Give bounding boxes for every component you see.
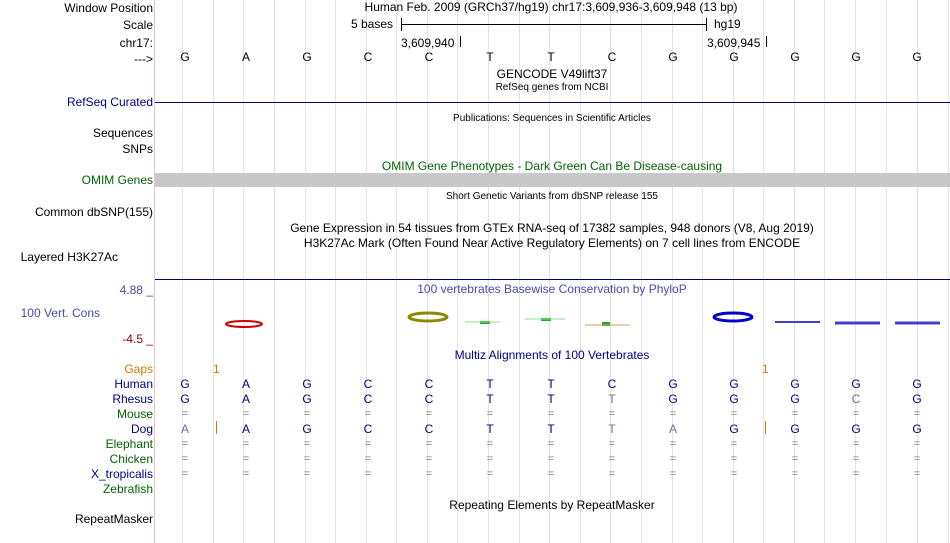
alignment-base: = xyxy=(669,468,677,480)
alignment-base: = xyxy=(547,453,555,465)
alignment-base: C xyxy=(363,377,373,391)
grid-line xyxy=(335,0,336,543)
alignment-base: = xyxy=(486,453,494,465)
alignment-base: T xyxy=(608,392,616,406)
gtex-title: Gene Expression in 54 tissues from GTEx RNA-seq of 17382 samples, 948 donors (V8, Aug 2019) xyxy=(290,221,814,235)
alignment-base: T xyxy=(486,392,494,406)
scale-bar xyxy=(401,24,706,25)
alignment-base: A xyxy=(241,422,250,436)
sequence-base: G xyxy=(790,50,800,64)
sequence-base: G xyxy=(302,50,312,64)
label-window-position: Window Position xyxy=(64,1,153,15)
alignment-base: T xyxy=(486,377,494,391)
alignment-base: = xyxy=(181,468,189,480)
alignment-base: C xyxy=(424,377,434,391)
coord-left-tick xyxy=(460,36,461,47)
label-layered-h3k27ac[interactable]: Layered H3K27Ac xyxy=(20,250,118,264)
alignment-base: = xyxy=(364,453,372,465)
sequence-base: C xyxy=(363,50,373,64)
alignment-base: G xyxy=(180,377,190,391)
alignment-base: G xyxy=(851,377,861,391)
alignment-base: = xyxy=(547,438,555,450)
sequence-base: C xyxy=(424,50,434,64)
alignment-base: = xyxy=(730,408,738,420)
label-omim-genes[interactable]: OMIM Genes xyxy=(81,173,153,187)
alignment-base: = xyxy=(425,453,433,465)
alignment-base: C xyxy=(424,422,434,436)
alignment-base: = xyxy=(547,408,555,420)
label-refseq-curated[interactable]: RefSeq Curated xyxy=(66,95,153,109)
coord-right: 3,609,945 xyxy=(707,36,761,50)
alignment-base: T xyxy=(547,422,555,436)
alignment-base: = xyxy=(791,453,799,465)
alignment-base: G xyxy=(668,377,678,391)
grid-line xyxy=(641,0,642,543)
sequence-base: G xyxy=(729,50,739,64)
phylop-logo-graphic xyxy=(155,300,950,336)
alignment-base: = xyxy=(852,408,860,420)
alignment-base: = xyxy=(486,408,494,420)
alignment-base: = xyxy=(486,438,494,450)
alignment-base: = xyxy=(425,408,433,420)
sequence-base: C xyxy=(607,50,617,64)
alignment-base: G xyxy=(302,377,312,391)
alignment-base: C xyxy=(363,392,373,406)
alignment-base: A xyxy=(241,392,250,406)
alignment-base: G xyxy=(912,392,922,406)
grid-line xyxy=(213,0,214,543)
alignment-base: = xyxy=(181,438,189,450)
alignment-base: = xyxy=(669,438,677,450)
alignment-base: = xyxy=(852,468,860,480)
alignment-base: = xyxy=(852,438,860,450)
label-phylop-min: -4.5 _ xyxy=(122,332,153,346)
alignment-base: = xyxy=(303,408,311,420)
alignment-base: G xyxy=(790,422,800,436)
multiz-title: Multiz Alignments of 100 Vertebrates xyxy=(454,348,650,362)
alignment-base: = xyxy=(669,408,677,420)
scale-db: hg19 xyxy=(714,17,741,31)
dbsnp-title: Short Genetic Variants from dbSNP release 155 xyxy=(446,191,658,202)
omim-gene-bar[interactable] xyxy=(155,173,950,187)
sequence-base: T xyxy=(486,50,494,64)
species-label[interactable]: Zebrafish xyxy=(102,482,153,496)
alignment-base: G xyxy=(729,392,739,406)
grid-line xyxy=(274,0,275,543)
alignment-base: = xyxy=(364,468,372,480)
alignment-base: = xyxy=(730,453,738,465)
sequence-base: G xyxy=(851,50,861,64)
label-phylop-max: 4.88 _ xyxy=(119,283,153,297)
alignment-base: = xyxy=(608,468,616,480)
alignment-base: = xyxy=(730,468,738,480)
coord-left: 3,609,940 xyxy=(401,36,455,50)
scale-bar-left-tick xyxy=(401,18,402,31)
sequence-base: G xyxy=(180,50,190,64)
alignment-base: C xyxy=(424,392,434,406)
alignment-base: = xyxy=(730,438,738,450)
sequence-base: G xyxy=(668,50,678,64)
alignment-base: = xyxy=(608,453,616,465)
alignment-base: = xyxy=(425,438,433,450)
species-label[interactable]: Elephant xyxy=(105,437,153,451)
alignment-base: = xyxy=(852,453,860,465)
alignment-base: C xyxy=(363,422,373,436)
species-label[interactable]: Human xyxy=(114,377,153,391)
species-label[interactable]: Chicken xyxy=(109,452,153,466)
omim-title: OMIM Gene Phenotypes - Dark Green Can Be Disease-causing xyxy=(381,159,723,173)
alignment-base: = xyxy=(242,468,250,480)
alignment-base: = xyxy=(547,468,555,480)
alignment-base: = xyxy=(303,468,311,480)
scale-bar-right-tick xyxy=(706,18,707,31)
alignment-base: T xyxy=(547,392,555,406)
alignment-base: G xyxy=(912,377,922,391)
sequence-base: A xyxy=(241,50,250,64)
coord-right-tick xyxy=(766,36,767,47)
alignment-base: G xyxy=(180,392,190,406)
species-label[interactable]: Dog xyxy=(130,422,153,436)
alignment-base: A xyxy=(668,422,677,436)
alignment-base: = xyxy=(791,468,799,480)
alignment-base: = xyxy=(608,438,616,450)
h3k27ac-title: H3K27Ac Mark (Often Found Near Active Regulatory Elements) on 7 cell lines from ENCODE xyxy=(303,236,801,250)
alignment-base: = xyxy=(608,408,616,420)
alignment-base: = xyxy=(181,408,189,420)
grid-line xyxy=(824,0,825,543)
label-sequences[interactable]: Sequences xyxy=(92,126,153,140)
alignment-base: A xyxy=(180,422,189,436)
label-gaps[interactable]: Gaps xyxy=(124,362,153,376)
repeatmasker-title: Repeating Elements by RepeatMasker xyxy=(449,498,655,512)
publications-title: Publications: Sequences in Scientific Articles xyxy=(453,113,651,124)
grid-line xyxy=(396,0,397,543)
alignment-base: = xyxy=(669,453,677,465)
alignment-base: G xyxy=(912,422,922,436)
dog-insertion-marker-2 xyxy=(765,421,766,434)
alignment-base: G xyxy=(790,377,800,391)
phylop-title: 100 vertebrates Basewise Conservation by PhyloP xyxy=(417,282,687,296)
label-repeatmasker[interactable]: RepeatMasker xyxy=(74,512,153,526)
gencode-title[interactable]: GENCODE V49lift37 xyxy=(496,67,608,81)
alignment-base: G xyxy=(668,392,678,406)
alignment-base: G xyxy=(302,392,312,406)
label-strand-arrow[interactable]: ---> xyxy=(134,52,153,66)
alignment-base: T xyxy=(486,422,494,436)
alignment-base: = xyxy=(425,468,433,480)
alignment-base: G xyxy=(302,422,312,436)
alignment-base: = xyxy=(364,408,372,420)
refseq-subtitle: RefSeq genes from NCBI xyxy=(495,82,609,93)
gap-marker-1: 1 xyxy=(213,362,220,376)
alignment-base: = xyxy=(913,453,921,465)
grid-line xyxy=(702,0,703,543)
label-common-dbsnp[interactable]: Common dbSNP(155) xyxy=(34,205,153,219)
alignment-base: G xyxy=(790,392,800,406)
alignment-base: = xyxy=(791,438,799,450)
alignment-base: C xyxy=(607,377,617,391)
grid-line xyxy=(763,0,764,543)
alignment-base: G xyxy=(729,422,739,436)
alignment-base: = xyxy=(303,453,311,465)
species-label[interactable]: Rhesus xyxy=(112,392,153,406)
grid-line xyxy=(948,0,949,543)
alignment-base: C xyxy=(851,392,861,406)
alignment-base: G xyxy=(729,377,739,391)
grid-line xyxy=(457,0,458,543)
species-label[interactable]: X_tropicalis xyxy=(90,467,153,481)
alignment-base: = xyxy=(242,408,250,420)
alignment-base: = xyxy=(486,468,494,480)
alignment-base: G xyxy=(851,422,861,436)
sequence-base: T xyxy=(547,50,555,64)
refseq-track-line[interactable] xyxy=(155,102,950,103)
grid-line xyxy=(886,0,887,543)
h3k27ac-track-line[interactable] xyxy=(155,279,950,280)
dog-insertion-marker-1 xyxy=(216,421,217,434)
alignment-base: T xyxy=(547,377,555,391)
label-snps[interactable]: SNPs xyxy=(122,142,153,156)
gap-marker-2: 1 xyxy=(762,362,769,376)
alignment-base: = xyxy=(181,453,189,465)
label-100-vert-cons[interactable]: 100 Vert. Cons xyxy=(20,306,100,320)
alignment-base: = xyxy=(791,408,799,420)
alignment-base: T xyxy=(608,422,616,436)
alignment-base: = xyxy=(242,453,250,465)
alignment-base: = xyxy=(303,438,311,450)
alignment-base: = xyxy=(364,438,372,450)
alignment-base: = xyxy=(913,408,921,420)
alignment-base: A xyxy=(241,377,250,391)
scale-text: 5 bases xyxy=(351,17,394,31)
label-scale: Scale xyxy=(122,18,153,32)
species-label[interactable]: Mouse xyxy=(116,407,153,421)
sequence-base: G xyxy=(912,50,922,64)
alignment-base: = xyxy=(913,468,921,480)
assembly-position-line: Human Feb. 2009 (GRCh37/hg19) chr17:3,609,936-3,609,948 (13 bp) xyxy=(364,0,738,14)
alignment-base: = xyxy=(913,438,921,450)
label-chrom: chr17: xyxy=(119,36,153,50)
alignment-base: = xyxy=(242,438,250,450)
